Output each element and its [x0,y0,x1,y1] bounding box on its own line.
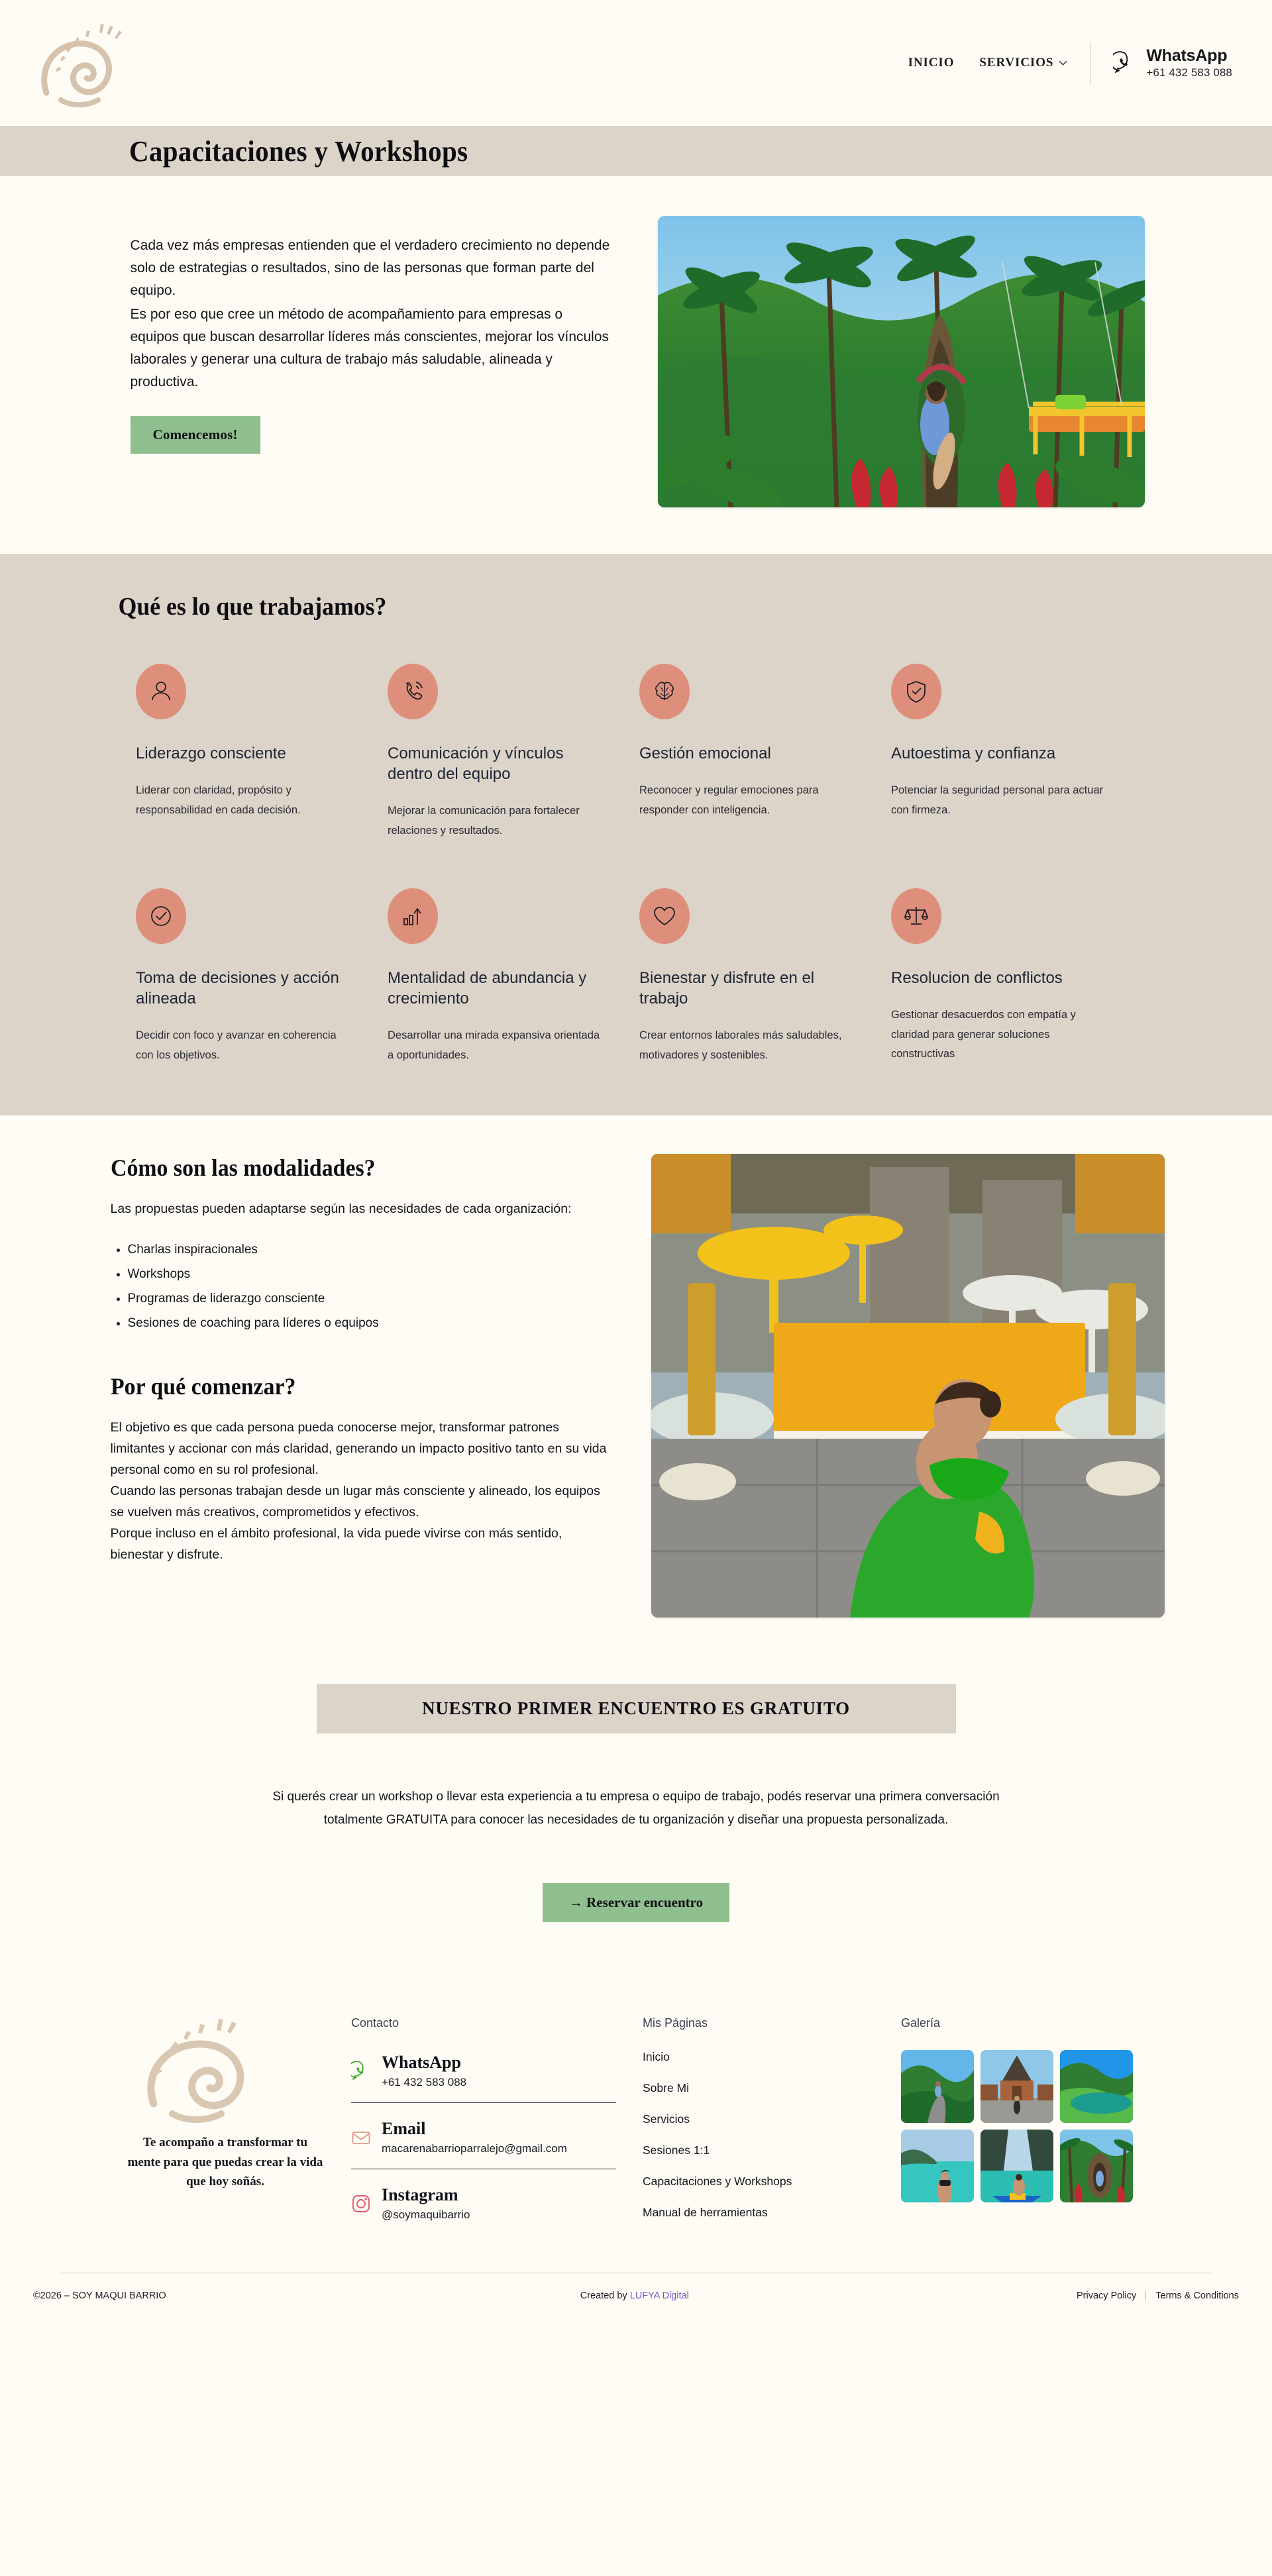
footer-contact-divider [351,2102,616,2103]
gallery-thumb-graphic [1060,2130,1133,2202]
topic-desc: Reconocer y regular emociones para responder con inteligencia. [639,784,819,816]
modalities-image [651,1154,1165,1618]
modalities-text-column [108,1154,611,1618]
growth-chart-icon [399,903,426,929]
list-item: • Programas de liderazgo consciente [128,1286,611,1311]
topic-card [891,664,1110,841]
topic-card [891,888,1110,1065]
topic-card [136,888,354,1065]
topic-card [388,888,606,1065]
topic-desc: Crear entornos laborales más saludables, motivadores y sostenibles. [639,1029,842,1061]
nav-item-servicios-label: SERVICIOS [979,56,1054,70]
topics-section [0,554,1272,1115]
site-footer [0,1982,1272,2237]
topic-icon-badge [388,888,438,944]
header-right [908,42,1232,84]
topic-icon-badge [136,888,186,944]
footer-link-inicio[interactable]: Inicio [643,2050,670,2064]
cta-section [0,1657,1272,1982]
topic-icon-badge [639,664,690,719]
user-icon [148,678,174,705]
topic-desc: Gestionar desacuerdos con empatía y claridad para generar soluciones constructivas [891,1009,1076,1060]
check-circle-icon [148,903,174,929]
gallery-thumb-graphic [980,2130,1053,2202]
topic-title: Bienestar y disfrute en el trabajo [639,969,815,1008]
topic-desc: Decidir con foco y avanzar en coherencia con los objetivos. [136,1029,337,1061]
list-item: • Workshops [128,1262,611,1286]
page-title-banner [0,126,1272,176]
gallery-thumb-graphic [901,2050,974,2123]
copyright-text: ©2026 – SOY MAQUI BARRIO [33,2291,166,2302]
topic-icon-badge [136,664,186,719]
main-nav [908,56,1068,70]
cta-description: Si querés crear un workshop o llevar esta experiencia a tu empresa o equipo de trabajo, podés reservar una primera conversación totalmente GRATUITA para conocer las necesidades de tu organización y diseñar una propuesta personalizada. [272,1790,1000,1828]
footer-email-value: macarenabarrioparralejo@gmail.com [382,2142,567,2155]
list-item: • Sesiones de coaching para líderes o equipos [128,1311,611,1335]
gallery-thumb-graphic [1060,2050,1133,2123]
topic-title: Toma de decisiones y acción alineada [136,969,339,1008]
scales-icon [903,903,929,929]
header-whatsapp-text [1146,46,1232,79]
chevron-down-icon [1059,60,1067,66]
footer-link-sesiones[interactable]: Sesiones 1:1 [643,2143,710,2157]
footer-gallery-column [901,2004,1186,2237]
whatsapp-icon [351,2061,371,2081]
cta-banner-text: NUESTRO PRIMER ENCUENTRO ES GRATUITO [422,1698,850,1719]
gallery-thumb-graphic [901,2130,974,2202]
hero-text-column [128,216,611,507]
modalities-section [0,1115,1272,1657]
footer-link-servicios[interactable]: Servicios [643,2112,690,2126]
comencemos-button[interactable]: Comencemos! [131,416,260,454]
footer-whatsapp-value: +61 432 583 088 [382,2076,467,2089]
gallery-thumb[interactable] [1060,2130,1133,2202]
topic-icon-badge [388,664,438,719]
footer-whatsapp-row[interactable] [351,2050,643,2096]
topic-card [639,888,858,1065]
reservar-encuentro-button[interactable]: → Reservar encuentro [543,1883,729,1922]
topics-grid [0,664,1272,1065]
list-item: • Charlas inspiracionales [128,1237,611,1262]
hero-paragraph-2: Es por eso que cree un método de acompañamiento para empresas o equipos que buscan desarrollar líderes más conscientes, mejorar los vínculos laborales y generar una cultura de trabajo más saludable, alineada y productiva. [130,307,610,390]
topic-card [388,664,606,841]
gallery-thumb[interactable] [980,2130,1053,2202]
hero-image-graphic [658,216,1145,507]
nav-item-servicios[interactable] [979,56,1067,70]
gallery-thumb[interactable] [901,2130,974,2202]
topic-title: Mentalidad de abundancia y crecimiento [388,969,587,1008]
hero-paragraph-1: Cada vez más empresas entienden que el verdadero crecimiento no depende solo de estrategias o resultados, sino de las personas que forman parte del equipo. [130,238,610,299]
brain-icon [651,678,678,705]
topic-icon-badge [639,888,690,944]
footer-email-label: Email [382,2119,426,2139]
modalities-list [128,1237,611,1335]
footer-whatsapp-text [382,2053,466,2089]
modalities-heading: Cómo son las modalidades? [110,1155,376,1182]
cta-banner [317,1684,956,1733]
instagram-icon [351,2194,371,2214]
footer-contact-column [351,2004,643,2237]
topic-icon-badge [891,888,941,944]
gallery-thumb[interactable] [980,2050,1053,2123]
topic-desc: Mejorar la comunicación para fortalecer relaciones y resultados. [388,805,580,837]
why-paragraph-3: Porque incluso en el ámbito profesional, la vida puede vivirse con más sentido, bienestar y disfrute. [110,1526,562,1563]
topic-title: Gestión emocional [639,745,771,762]
heart-icon [651,903,678,929]
topic-title: Comunicación y vínculos dentro del equipo [388,745,564,784]
topic-desc: Liderar con claridad, propósito y responsabilidad en cada decisión. [136,784,301,816]
footer-link-manual[interactable]: Manual de herramientas [643,2206,768,2220]
footer-gallery-heading: Galería [901,2016,941,2030]
legal-links-separator [1145,2291,1146,2300]
footer-instagram-value: @soymaquibarrio [382,2208,470,2222]
topic-title: Resolucion de conflictos [891,969,1063,988]
nav-item-inicio[interactable]: INICIO [908,56,955,70]
why-paragraph-1: El objetivo es que cada persona pueda conocerse mejor, transformar patrones limitantes y accionar con más claridad, generando un impacto positivo tanto en su vida personal como en su rol profesional. [110,1420,607,1478]
header-whatsapp-link[interactable] [1113,46,1232,79]
why-start-heading: Por qué comenzar? [110,1373,295,1400]
privacy-policy-link[interactable]: Privacy Policy [1077,2291,1137,2302]
topic-title: Autoestima y confianza [891,745,1056,762]
footer-contact-heading: Contacto [351,2016,399,2030]
header-whatsapp-phone: +61 432 583 088 [1146,66,1232,79]
footer-gallery-grid [901,2050,1133,2202]
gallery-thumb-graphic [980,2050,1053,2123]
footer-instagram-text [382,2185,470,2222]
gallery-thumb[interactable] [901,2050,974,2123]
footer-spiral-sun-logo-icon [126,2011,278,2127]
topic-desc: Desarrollar una mirada expansiva orientada a oportunidades. [388,1029,600,1061]
topic-card [639,664,858,841]
why-paragraph-2: Cuando las personas trabajan desde un lugar más consciente y alineado, los equipos se vuelven más creativos, comprometidos y efectivos. [110,1484,600,1520]
topic-card [136,664,354,841]
spiral-sun-logo-icon [26,13,146,113]
footer-bottom-bar [20,2273,1252,2328]
site-header [0,0,1272,126]
footer-link-sobre-mi[interactable]: Sobre Mi [643,2081,690,2095]
topics-heading: Qué es lo que trabajamos? [118,593,387,621]
phone-call-icon [399,678,426,705]
footer-pages-heading: Mis Páginas [643,2016,708,2030]
modalities-image-graphic [651,1154,1165,1618]
legal-links [1077,2291,1239,2301]
footer-link-capacitaciones[interactable]: Capacitaciones y Workshops [643,2175,792,2189]
site-logo[interactable] [26,13,146,113]
topic-icon-badge [891,664,941,719]
created-by-prefix: Created by [580,2291,630,2302]
footer-tagline: Te acompaño a transformar tu mente para que puedas crear la vida que hoy soñás. [127,2136,323,2189]
footer-email-row[interactable] [351,2116,643,2162]
email-icon [351,2128,371,2147]
footer-whatsapp-label: WhatsApp [382,2053,461,2073]
lufya-digital-link[interactable]: LUFYA Digital [629,2291,689,2302]
footer-instagram-row[interactable] [351,2183,643,2228]
header-whatsapp-title: WhatsApp [1146,46,1228,66]
page-title: Capacitaciones y Workshops [129,134,468,168]
terms-conditions-link[interactable]: Terms & Conditions [1155,2291,1239,2302]
topic-desc: Potenciar la seguridad personal para actuar con firmeza. [891,784,1104,816]
whatsapp-icon [1113,51,1137,75]
gallery-thumb[interactable] [1060,2050,1133,2123]
hero-section [0,176,1272,554]
footer-email-text [382,2119,567,2155]
footer-instagram-label: Instagram [382,2185,458,2205]
footer-pages-column [643,2004,901,2237]
footer-brand [86,2004,351,2237]
topic-title: Liderazgo consciente [136,745,286,762]
created-by-text [580,2291,689,2301]
hero-image [658,216,1145,507]
modalities-intro: Las propuestas pueden adaptarse según las necesidades de cada organización: [110,1202,572,1217]
shield-check-icon [903,678,929,705]
